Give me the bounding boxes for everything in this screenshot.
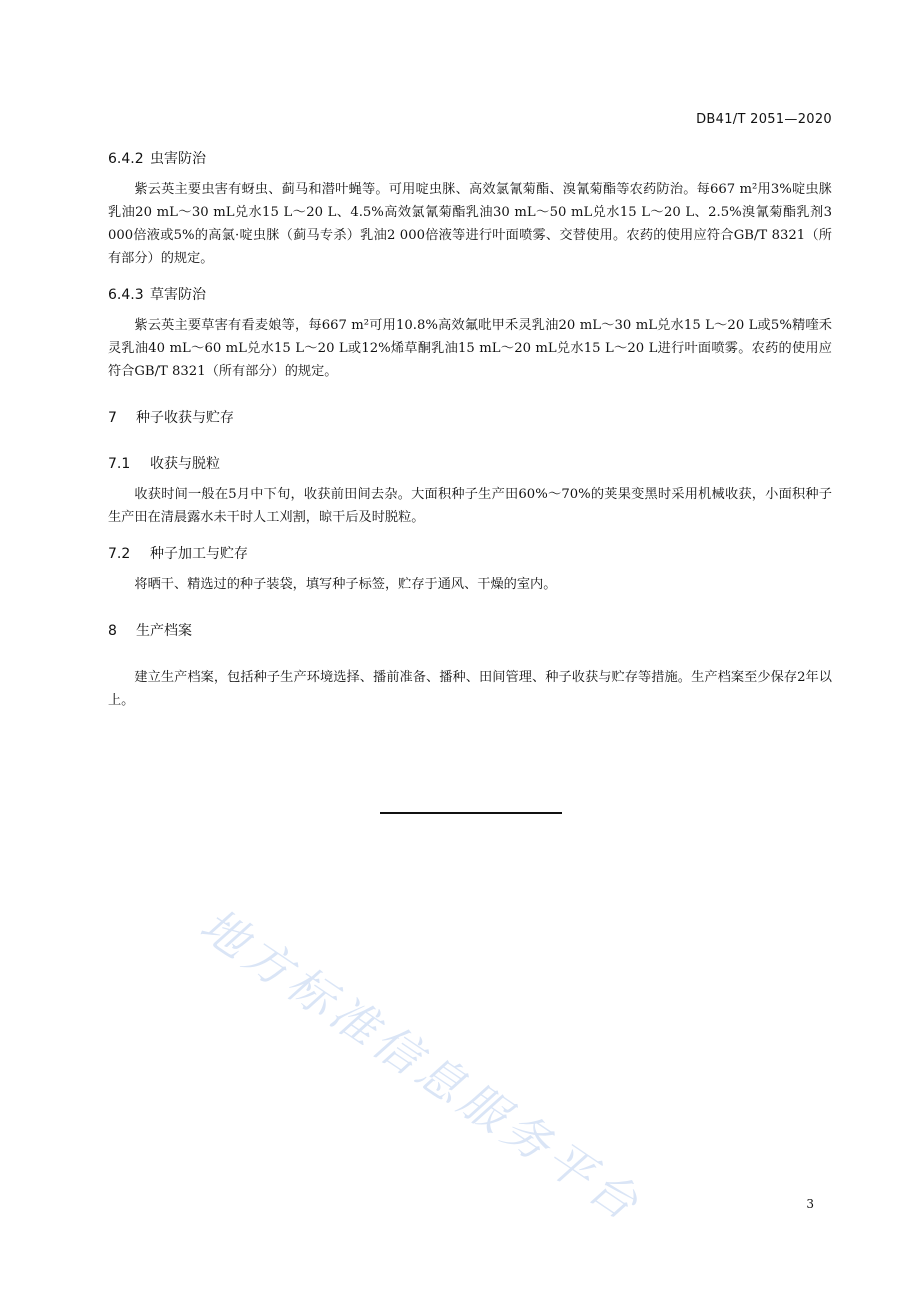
paragraph-seed-processing: 将晒干、精选过的种子装袋，填写种子标签，贮存于通风、干燥的室内。 bbox=[134, 577, 557, 592]
end-rule bbox=[380, 812, 562, 814]
heading-number: 8 bbox=[108, 623, 117, 639]
paragraph-harvest: 收获时间一般在5月中下旬，收获前田间去杂。大面积种子生产田60%～70%的荚果变黑时采用机械收获，小面积种子生产田在清晨露水未干时人工刈割，晾干后及时脱粒。 bbox=[108, 487, 832, 525]
paragraph-production-records: 建立生产档案，包括种子生产环境选择、播前准备、播种、田间管理、种子收获与贮存等措施。生产档案至少保存2年以上。 bbox=[108, 670, 832, 708]
heading-title: 收获与脱粒 bbox=[150, 456, 220, 472]
heading-6-4-3 bbox=[108, 284, 832, 306]
heading-title: 草害防治 bbox=[150, 287, 206, 303]
heading-8 bbox=[108, 620, 832, 642]
paragraph-weed-control: 紫云英主要草害有看麦娘等，每667 m²可用10.8%高效氟吡甲禾灵乳油20 mL～30 mL兑水15 L～20 L或5%精喹禾灵乳油40 mL～60 mL兑水15 L～20 L或12%烯草酮乳油15 mL～20 mL兑水15 L～20 L进行叶面喷雾。农药的使用应符合GB/T 8321（所有部分）的规定。 bbox=[108, 318, 832, 379]
heading-title: 种子加工与贮存 bbox=[150, 546, 248, 562]
page-number: 3 bbox=[806, 1197, 814, 1211]
heading-title: 种子收获与贮存 bbox=[136, 410, 234, 426]
heading-number: 6.4.2 bbox=[108, 151, 144, 167]
heading-7-2 bbox=[108, 543, 832, 565]
watermark-text: 地方标准信息服务平台 bbox=[190, 897, 653, 1234]
heading-title: 虫害防治 bbox=[150, 151, 206, 167]
document-code: DB41/T 2051—2020 bbox=[696, 112, 832, 127]
heading-number: 7.1 bbox=[108, 456, 131, 472]
document-body bbox=[108, 148, 832, 712]
heading-number: 7.2 bbox=[108, 546, 131, 562]
heading-number: 7 bbox=[108, 410, 117, 426]
paragraph-pest-control: 紫云英主要虫害有蚜虫、蓟马和潜叶蝇等。可用啶虫脒、高效氯氰菊酯、溴氰菊酯等农药防治。每667 m²用3%啶虫脒乳油20 mL～30 mL兑水15 L～20 L、4.5%高效氯氰菊酯乳油30 mL～50 mL兑水15 L～20 L、2.5%溴氰菊酯乳剂3 000倍液或5%的高氯·啶虫脒（蓟马专杀）乳油2 000倍液等进行叶面喷雾、交替使用。农药的使用应符合GB/T 8321（所有部分）的规定。 bbox=[108, 182, 832, 266]
heading-6-4-2 bbox=[108, 148, 832, 170]
heading-title: 生产档案 bbox=[136, 623, 192, 639]
heading-7 bbox=[108, 407, 832, 429]
heading-number: 6.4.3 bbox=[108, 287, 144, 303]
heading-7-1 bbox=[108, 453, 832, 475]
